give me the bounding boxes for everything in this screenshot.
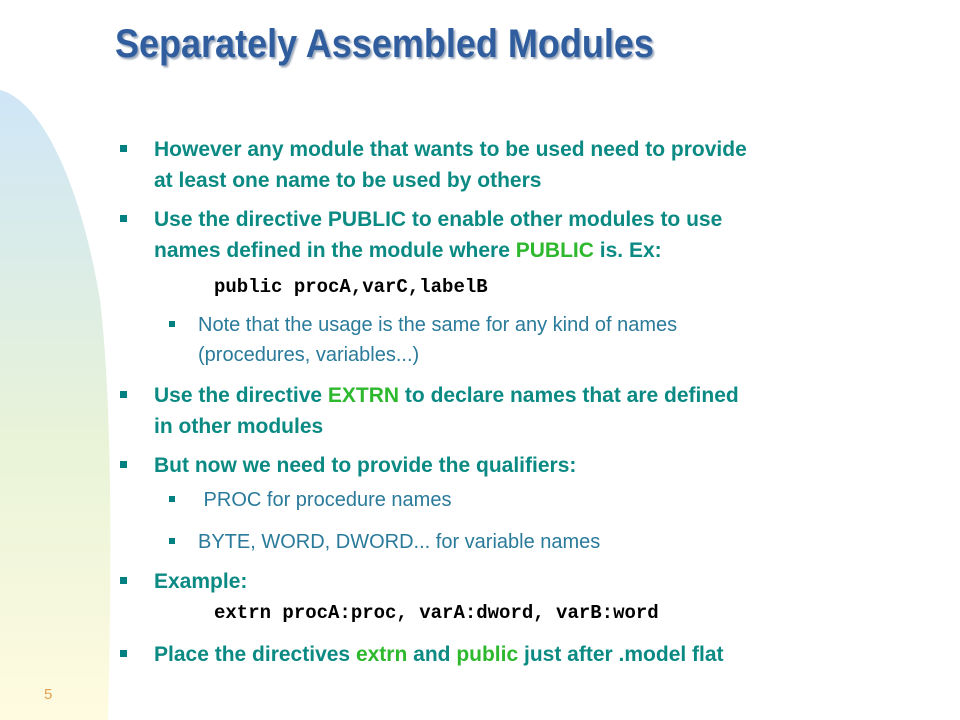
bullet-2-line-1: Use the directive PUBLIC to enable other modules to use — [154, 208, 723, 231]
bullet-marker — [120, 577, 127, 584]
bullet-6-line-1: Place the directives extrn and public just after .model flat — [154, 643, 724, 666]
public-keyword: PUBLIC — [515, 239, 594, 262]
bullet-marker — [120, 215, 127, 222]
slide-title: Separately Assembled Modules — [115, 22, 654, 66]
page-number: 5 — [44, 686, 53, 703]
sub-bullet-proc: PROC for procedure names — [198, 489, 452, 511]
bullet-5-line-1: Example: — [154, 570, 248, 593]
bullet-marker — [120, 461, 127, 468]
bullet-marker — [120, 145, 127, 152]
bullet-1-line-1: However any module that wants to be used need to provide — [154, 138, 747, 161]
bullet-2-line-2: names defined in the module where PUBLIC is. Ex: — [154, 239, 662, 262]
bullet-marker — [120, 650, 127, 657]
bullet-1-line-2: at least one name to be used by others — [154, 169, 542, 192]
sub-bullet-byte-word: BYTE, WORD, DWORD... for variable names — [198, 531, 601, 553]
public-code-example: public procA,varC,labelB — [214, 276, 488, 298]
sub-bullet-note-line-1: Note that the usage is the same for any kind of names — [198, 314, 678, 336]
bullet-3-line-1: Use the directive EXTRN to declare names that are defined — [154, 384, 739, 407]
extrn-code-example: extrn procA:proc, varA:dword, varB:word — [214, 602, 659, 624]
sub-bullet-note-line-2: (procedures, variables...) — [198, 344, 420, 366]
sub-bullet-marker — [169, 321, 175, 327]
sub-bullet-marker — [169, 538, 175, 544]
decorative-side-band — [0, 0, 130, 720]
public-keyword: public — [456, 643, 519, 666]
extrn-keyword: EXTRN — [327, 384, 400, 407]
bullet-3-line-2: in other modules — [154, 415, 324, 438]
bullet-marker — [120, 391, 127, 398]
extrn-keyword: extrn — [355, 643, 408, 666]
bullet-4-line-1: But now we need to provide the qualifiers: — [154, 454, 577, 477]
sub-bullet-marker — [169, 496, 175, 502]
